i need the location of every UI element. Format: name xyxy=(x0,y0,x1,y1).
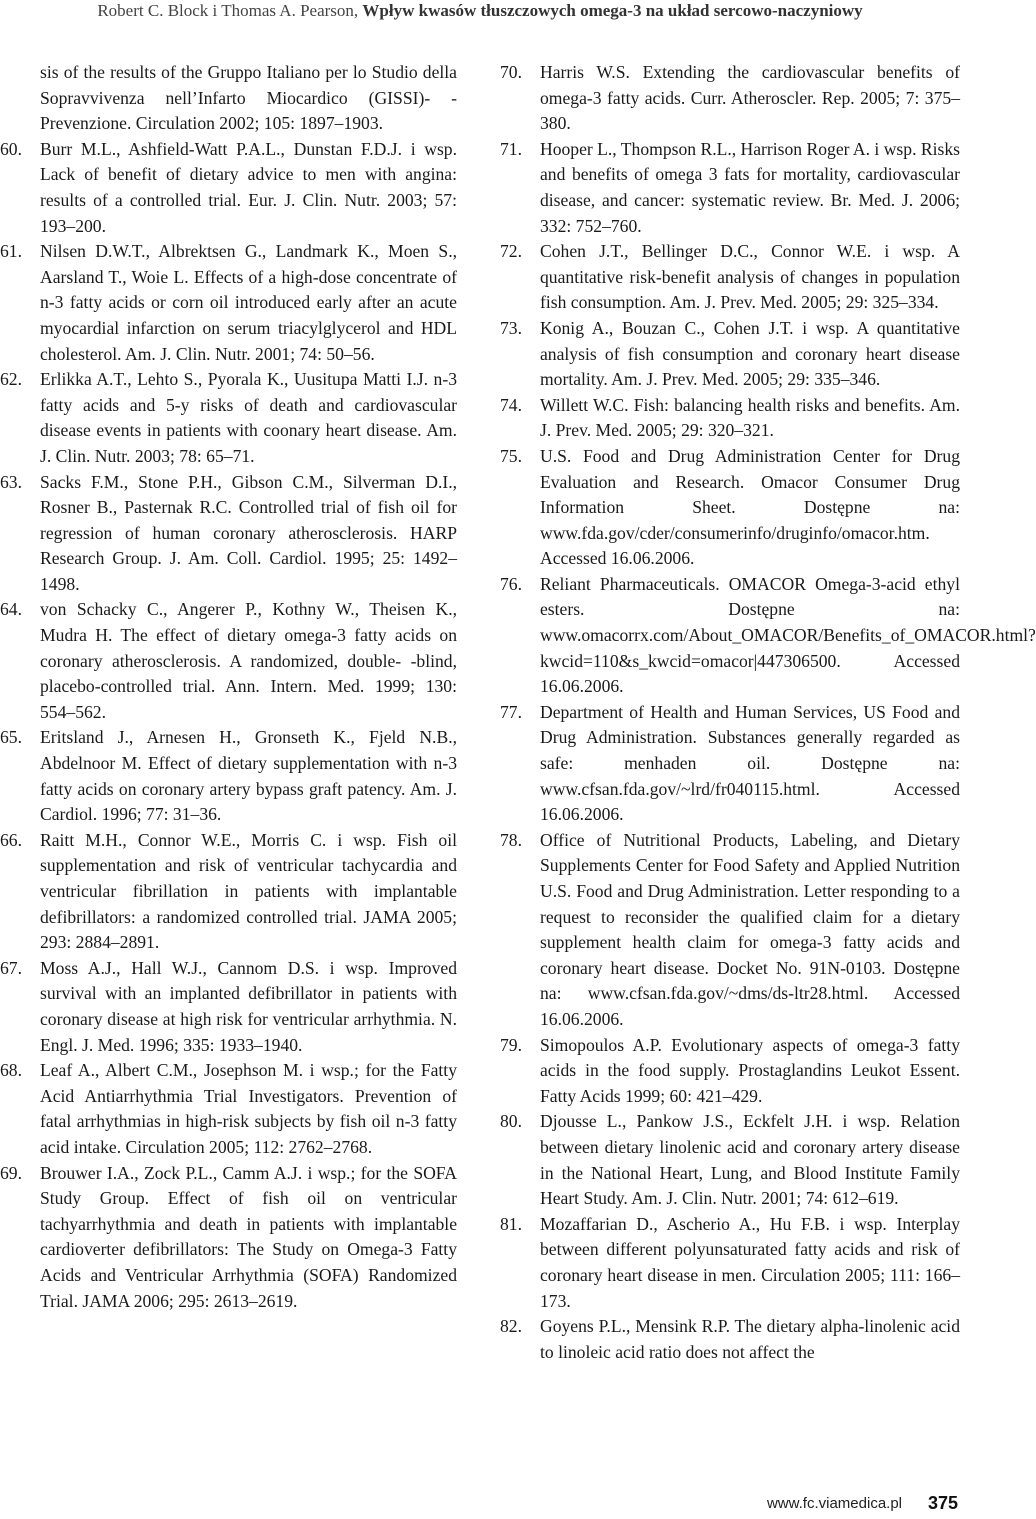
reference-item xyxy=(500,700,960,828)
reference-text: Burr M.L., Ashfield-Watt P.A.L., Dunstan F.D.J. i wsp. Lack of benefit of dietary advice to men with angina: results of a controlled trial. Eur. J. Clin. Nutr. 2003; 57: 193–200. xyxy=(40,138,457,236)
reference-text: Mozaffarian D., Ascherio A., Hu F.B. i wsp. Interplay between different polyunsaturated fatty acids and risk of coronary heart disease in men. Circulation 2005; 111: 166–173. xyxy=(540,1213,960,1311)
reference-number: 79. xyxy=(500,1034,522,1055)
reference-text: Office of Nutritional Products, Labeling, and Dietary Supplements Center for Food Safety and Applied Nutrition U.S. Food and Drug Administration. Letter responding to a request to reconsider the qualified claim for a dietary supplement health claim for omega-3 fatty acids and coronary heart disease. Docket No. 91N-0103. Dostępne na: www.cfsan.fda.gov/~dms/ds-ltr28.html. Accessed 16.06.2006. xyxy=(540,829,960,1029)
reference-number: 77. xyxy=(500,701,522,722)
footer-website: www.fc.viamedica.pl xyxy=(766,1495,902,1512)
reference-text: Simopoulos A.P. Evolutionary aspects of omega-3 fatty acids in the food supply. Prostaglandins Leukot Essent. Fatty Acids 1999; 60: 421–429. xyxy=(540,1034,960,1106)
reference-number: 67. xyxy=(0,957,22,978)
reference-number: 71. xyxy=(500,138,522,159)
reference-number: 61. xyxy=(0,241,22,262)
reference-text: Reliant Pharmaceuticals. OMACOR Omega-3-acid ethyl esters. Dostępne na: www.omacorrx.com/About_OMACOR/Benefits_of_OMACOR.html?kwcid=110&s_kwcid=omacor|447306500. Accessed 16.06.2006. xyxy=(540,573,1036,697)
reference-item xyxy=(500,60,960,137)
reference-text: U.S. Food and Drug Administration Center for Drug Evaluation and Research. Omacor Consumer Drug Information Sheet. Dostępne na: www.fda.gov/cder/consumerinfo/druginfo/omacor.htm. Accessed 16.06.2006. xyxy=(540,445,960,569)
reference-number: 66. xyxy=(0,829,22,850)
reference-number: 62. xyxy=(0,369,22,390)
reference-item xyxy=(500,137,960,239)
reference-text: Hooper L., Thompson R.L., Harrison Roger A. i wsp. Risks and benefits of omega 3 fats for mortality, cardiovascular disease, and cancer: systematic review. Br. Med. J. 2006; 332: 752–760. xyxy=(540,138,960,236)
reference-item xyxy=(0,470,457,598)
reference-number: 72. xyxy=(500,241,522,262)
reference-text: Harris W.S. Extending the cardiovascular benefits of omega-3 fatty acids. Curr. Atheroscler. Rep. 2005; 7: 375–380. xyxy=(540,62,960,134)
reference-item xyxy=(500,444,960,572)
reference-text: Eritsland J., Arnesen H., Gronseth K., Fjeld N.B., Abdelnoor M. Effect of dietary supplementation with n-3 fatty acids on coronary artery bypass graft patency. Am. J. Cardiol. 1996; 77: 31–36. xyxy=(40,727,457,825)
reference-number: 64. xyxy=(0,599,22,620)
reference-text: Brouwer I.A., Zock P.L., Camm A.J. i wsp.; for the SOFA Study Group. Effect of fish oil on ventricular tachyarrhythmia and death in patients with implantable cardioverter defibrillators: The Study on Omega-3 Fatty Acids and Ventricular Arrhythmia (SOFA) Randomized Trial. JAMA 2006; 295: 2613–2619. xyxy=(40,1162,457,1311)
reference-item xyxy=(500,1033,960,1110)
reference-continuation: sis of the results of the Gruppo Italiano per lo Studio della Sopravvivenza nell’Infarto Miocardico (GISSI)- -Prevenzione. Circulation 2002; 105: 1897–1903. xyxy=(40,62,457,134)
reference-item xyxy=(0,1161,457,1315)
reference-number: 69. xyxy=(0,1162,22,1183)
reference-item xyxy=(0,367,457,469)
reference-item xyxy=(0,725,457,827)
reference-text: Djousse L., Pankow J.S., Eckfelt J.H. i wsp. Relation between dietary linolenic acid and coronary artery disease in the National Heart, Lung, and Blood Institute Family Heart Study. Am. J. Clin. Nutr. 2001; 74: 612–619. xyxy=(540,1111,960,1209)
reference-item xyxy=(500,1109,960,1211)
reference-number: 81. xyxy=(500,1213,522,1234)
reference-number: 65. xyxy=(0,727,22,748)
reference-text: von Schacky C., Angerer P., Kothny W., Theisen K., Mudra H. The effect of dietary omega-3 fatty acids on coronary atherosclerosis. A randomized, double- -blind, placebo-controlled trial. Ann. Intern. Med. 1999; 130: 554–562. xyxy=(40,599,457,722)
reference-number: 68. xyxy=(0,1060,22,1081)
reference-number: 82. xyxy=(500,1316,522,1337)
running-header xyxy=(0,0,960,30)
reference-text: Goyens P.L., Mensink R.P. The dietary alpha-linolenic acid to linoleic acid ratio does not affect the xyxy=(540,1316,960,1362)
reference-text: Raitt M.H., Connor W.E., Morris C. i wsp. Fish oil supplementation and risk of ventricular tachycardia and ventricular fibrillation in patients with implantable defibrillators: a randomized controlled trial. JAMA 2005; 293: 2884–2891. xyxy=(40,829,457,953)
reference-number: 76. xyxy=(500,573,522,594)
reference-item xyxy=(500,828,960,1033)
reference-item xyxy=(500,316,960,393)
reference-number: 78. xyxy=(500,829,522,850)
reference-column-right xyxy=(500,60,1036,1365)
reference-text: Cohen J.T., Bellinger D.C., Connor W.E. i wsp. A quantitative risk-benefit analysis of changes in population fish consumption. Am. J. Prev. Med. 2005; 29: 325–334. xyxy=(540,241,960,313)
reference-list-right xyxy=(500,60,1036,1365)
reference-column-left xyxy=(0,60,457,1314)
reference-number: 63. xyxy=(0,471,22,492)
reference-item xyxy=(0,1058,457,1160)
page-number: 375 xyxy=(927,1493,958,1513)
header-authors: Robert C. Block i Thomas A. Pearson, xyxy=(97,1,359,20)
reference-item xyxy=(500,1212,960,1314)
reference-list-left xyxy=(0,137,457,1314)
reference-item xyxy=(0,828,457,956)
reference-number: 70. xyxy=(500,62,522,82)
reference-number: 60. xyxy=(0,138,22,159)
reference-text: Department of Health and Human Services, US Food and Drug Administration. Substances generally regarded as safe: menhaden oil. Dostępne na: www.cfsan.fda.gov/~lrd/fr040115.html. Accessed 16.06.2006. xyxy=(540,701,960,825)
reference-item xyxy=(500,1314,960,1365)
reference-text: Leaf A., Albert C.M., Josephson M. i wsp.; for the Fatty Acid Antiarrhythmia Trial Investigators. Prevention of fatal arrhythmias in high-risk subjects by fish oil n-3 fatty acid intake. Circulation 2005; 112: 2762–2768. xyxy=(40,1060,457,1157)
reference-text: Sacks F.M., Stone P.H., Gibson C.M., Silverman D.I., Rosner B., Pasternak R.C. Controlled trial of fish oil for regression of human coronary atherosclerosis. HARP Research Group. J. Am. Coll. Cardiol. 1995; 25: 1492–1498. xyxy=(40,471,457,594)
reference-text: Moss A.J., Hall W.J., Cannom D.S. i wsp. Improved survival with an implanted defibrillator in patients with coronary disease at high risk for ventricular arrhythmia. N. Engl. J. Med. 1996; 335: 1933–1940. xyxy=(40,957,457,1055)
reference-number: 74. xyxy=(500,394,522,415)
reference-item xyxy=(500,572,1036,700)
reference-item xyxy=(0,137,457,239)
reference-text: Willett W.C. Fish: balancing health risks and benefits. Am. J. Prev. Med. 2005; 29: 320–321. xyxy=(540,394,960,441)
reference-text: Erlikka A.T., Lehto S., Pyorala K., Uusitupa Matti I.J. n-3 fatty acids and 5-y risks of death and cardiovascular disease events in patients with coonary heart disease. Am. J. Clin. Nutr. 2003; 78: 65–71. xyxy=(40,369,457,466)
reference-text: Konig A., Bouzan C., Cohen J.T. i wsp. A quantitative analysis of fish consumption and coronary heart disease mortality. Am. J. Prev. Med. 2005; 29: 335–346. xyxy=(540,317,960,390)
reference-number: 75. xyxy=(500,445,522,466)
reference-item xyxy=(0,239,457,367)
reference-item xyxy=(500,239,960,316)
header-article-title: Wpływ kwasów tłuszczowych omega-3 na układ sercowo-naczyniowy xyxy=(362,1,863,20)
reference-number: 80. xyxy=(500,1111,522,1132)
page-footer xyxy=(0,1494,960,1516)
reference-item xyxy=(0,956,457,1058)
reference-text: Nilsen D.W.T., Albrektsen G., Landmark K., Moen S., Aarsland T., Woie L. Effects of a high-dose concentrate of n-3 fatty acids or corn oil introduced early after an acute myocardial infarction on serum triacylglycerol and HDL cholesterol. Am. J. Clin. Nutr. 2001; 74: 50–56. xyxy=(40,241,457,364)
reference-item xyxy=(0,597,457,725)
reference-number: 73. xyxy=(500,317,522,338)
reference-item xyxy=(500,393,960,444)
